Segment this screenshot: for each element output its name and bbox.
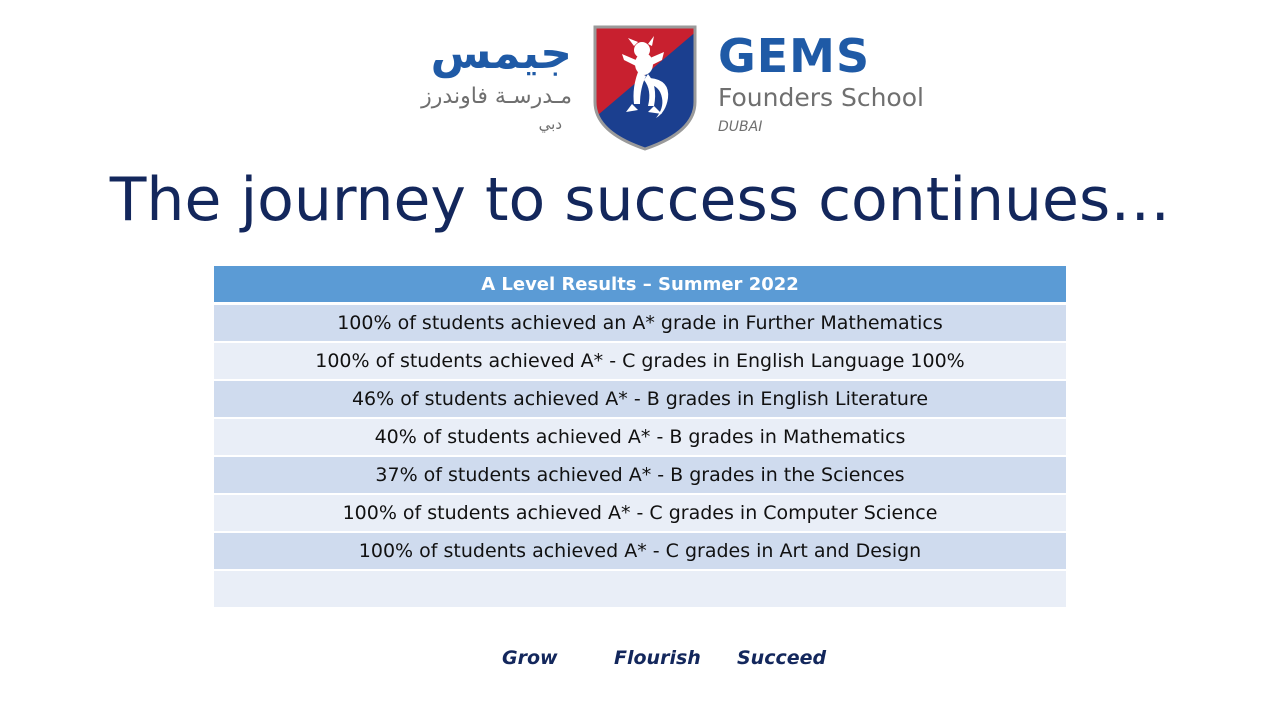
table-row: [214, 532, 1066, 570]
table-row-empty: [214, 570, 1066, 608]
motto-word-flourish: Flourish: [614, 647, 701, 669]
results-table-header: A Level Results – Summer 2022: [214, 266, 1066, 304]
table-cell: 100% of students achieved an A* grade in Further Mathematics: [214, 304, 1066, 343]
table-cell: 100% of students achieved A* - C grades in English Language 100%: [214, 342, 1066, 380]
table-row: [214, 456, 1066, 494]
arabic-city-name: دبي: [538, 115, 562, 133]
table-cell: 46% of students achieved A* - B grades in English Literature: [214, 380, 1066, 418]
english-school-name: Founders School: [718, 83, 924, 112]
table-row: [214, 380, 1066, 418]
table-row: [214, 342, 1066, 380]
table-row: [214, 494, 1066, 532]
arabic-school-name: مـدرسـة فاوندرز: [421, 84, 572, 109]
results-table: [214, 266, 1066, 609]
english-brand-name: GEMS: [718, 29, 871, 83]
table-cell: 100% of students achieved A* - C grades in Computer Science: [214, 494, 1066, 532]
motto-word-grow: Grow: [502, 647, 558, 669]
motto-word-succeed: Succeed: [737, 647, 827, 669]
lion-rampant-shield-icon: [592, 24, 698, 152]
table-row: [214, 418, 1066, 456]
table-cell: 37% of students achieved A* - B grades in the Sciences: [214, 456, 1066, 494]
table-cell: 100% of students achieved A* - C grades in Art and Design: [214, 532, 1066, 570]
english-city-name: DUBAI: [718, 119, 763, 135]
table-cell: 40% of students achieved A* - B grades in Mathematics: [214, 418, 1066, 456]
results-table-header-row: [214, 266, 1066, 304]
school-motto: [0, 647, 1280, 673]
table-cell-empty: [214, 570, 1066, 608]
arabic-brand-name: جيمس: [430, 28, 572, 79]
english-wordmark: [718, 29, 978, 136]
arabic-wordmark: [372, 30, 572, 134]
page-title: The journey to success continues…: [109, 165, 1171, 235]
school-logo: [0, 0, 1280, 160]
table-row: [214, 304, 1066, 343]
